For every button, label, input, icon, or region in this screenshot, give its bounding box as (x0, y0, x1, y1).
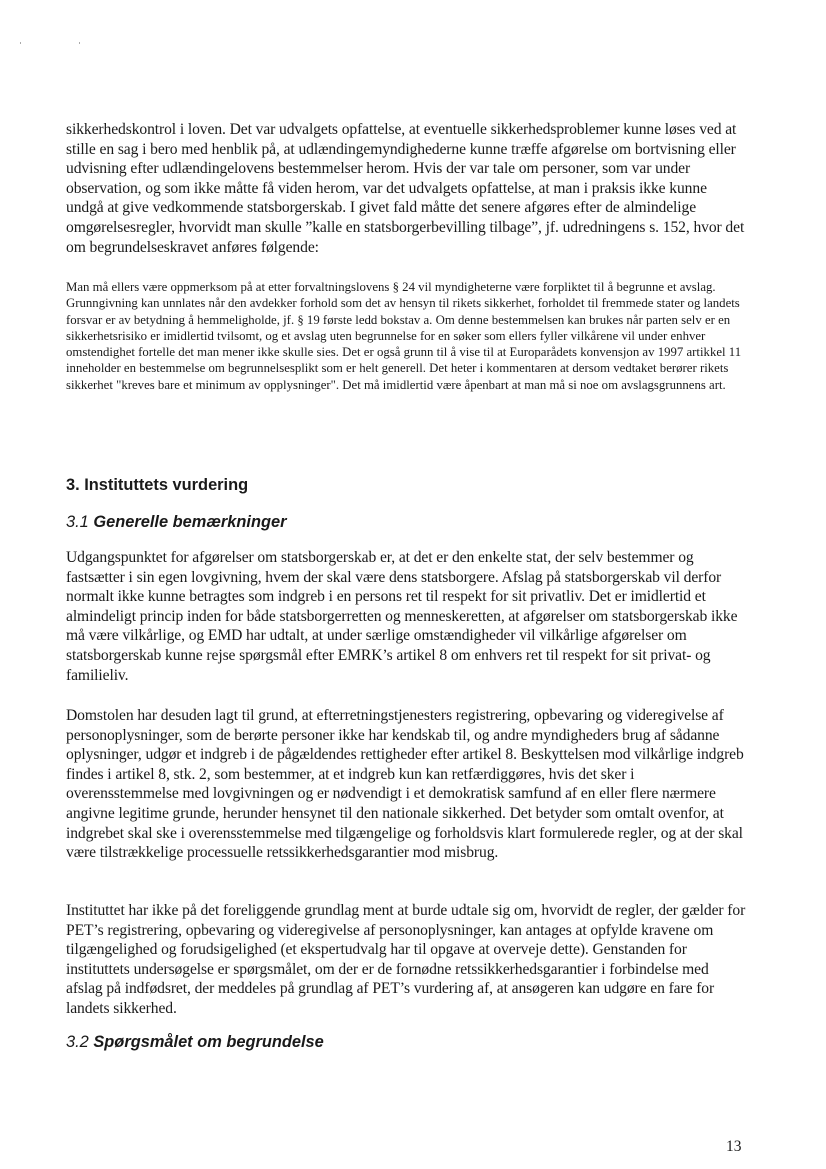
subsection-title: Generelle bemærkninger (93, 513, 287, 531)
subsection-number: 3.1 (66, 513, 89, 531)
section-heading: 3. Instituttets vurdering (66, 476, 249, 494)
subsection-title: Spørgsmålet om begrundelse (93, 1033, 324, 1051)
subsection-heading-3-1 (66, 513, 286, 532)
paragraph-institute: Instituttet har ikke på det foreliggende grundlag ment at burde udtale sig om, hvorvidt de regler, der gælder for PET’s registrering, opbevaring og videregivelse af personoplysninger, kan antages at opfylde kravene om tilgængelighed og forudsigelighed (et ekspertudvalg har til opgave at overveje dette). Genstanden for instituttets undersøgelse er spørgsmålet, om der er de fornødne retssikkerhedsgarantier i forbindelse med afslag på indfødsret, der meddeles på grundlag af PET’s vurdering af, at ansøgeren kan udgøre en fare for landets sikkerhed. (66, 902, 746, 1017)
page-number: 13 (726, 1138, 742, 1155)
paragraph-intro: sikkerhedskontrol i loven. Det var udvalgets opfattelse, at eventuelle sikkerhedsproblemer kunne løses ved at stille en sag i bero med henblik på, at udlændingemyndighederne kunne træffe afgørelse om bortvisning eller udvisning efter udlændingelovens bestemmelser herom. Hvis der var tale om personer, som var under observation, og som ikke måtte få viden herom, var det udvalgets opfattelse, at man i praksis ikke kunne undgå at give vedkommende statsborgerskab. I givet fald måtte det senere afgøres efter de almindelige omgørelsesregler, hvorvidt man skulle ”kalle en statsborgerbevilling tilbage”, jf. udredningens s. 152, hvor det om begrundelseskravet anføres følgende: (66, 121, 745, 256)
scan-speck (20, 42, 21, 44)
subsection-heading-3-2 (66, 1033, 324, 1052)
scan-speck (79, 42, 80, 44)
paragraph-court: Domstolen har desuden lagt til grund, at efterretningstjenesters registrering, opbevaring og videregivelse af personoplysninger, som de berørte personer ikke har kendskab til, og andre myndigheders brug af sådanne oplysninger, udgør et indgreb i de pågældendes rettigheder efter artikel 8. Beskyttelsen mod vilkårlige indgreb findes i artikel 8, stk. 2, som bestemmer, at et indgreb kun kan retfærdiggøres, hvis det sker i overensstemmelse med lovgivningen og er nødvendigt i et demokratisk samfund af en eller flere nærmere angivne legitime grunde, herunder hensynet til den nationale sikkerhed. Det betyder som omtalt ovenfor, at indgrebet skal ske i overensstemmelse med tilgængelige og forholdsvis klart formulerede regler, og at der skal være tilstrækkelige processuelle retssikkerhedsgarantier mod misbrug. (66, 707, 744, 862)
block-quote: Man må ellers være oppmerksom på at etter forvaltningslovens § 24 vil myndigheterne være forpliktet til å begrunne et avslag. Grunngivning kan unnlates når den avdekker forhold som det av hensyn til rikets sikkerhet, forholdet til fremmede stater og landets forsvar er av betydning å hemmeligholde, jf. § 19 første ledd bokstav a. Om denne bestemmelsen kan brukes når parten selv er en sikkerhetsrisiko er imidlertid tvilsomt, og et avslag uten begrunnelse for en søker som ellers fyller vilkårene vil under enhver omstendighet fortelle det man mener ikke skulle sies. Det er også grunn til å vise til at Europarådets konvensjon av 1997 artikkel 11 inneholder en bestemmelse om begrunnelsesplikt som er helt generell. Det heter i kommentaren at dersom vedtaket berører rikets sikkerhet "kreves bare et minimum av opplysninger". Det må imidlertid være åpenbart at man må si noe om avslagsgrunnens art. (66, 280, 742, 392)
paragraph-general: Udgangspunktet for afgørelser om statsborgerskab er, at det er den enkelte stat, der selv bestemmer og fastsætter i sin egen lovgivning, hvem der skal være dens statsborgere. Afslag på statsborgerskab vil derfor normalt ikke kunne betragtes som indgreb i en persons ret til respekt for sit privatliv. Det er imidlertid et almindeligt princip inden for både statsborgerretten og menneskeretten, at afgørelser om statsborgerskab ikke må være vilkårlige, og EMD har udtalt, at under særlige omstændigheder vil vilkårlige afgørelser om statsborgerskab kunne rejse spørgsmål efter EMRK’s artikel 8 om enhvers ret til respekt for sit privat- og familieliv. (66, 549, 738, 684)
subsection-number: 3.2 (66, 1033, 89, 1051)
